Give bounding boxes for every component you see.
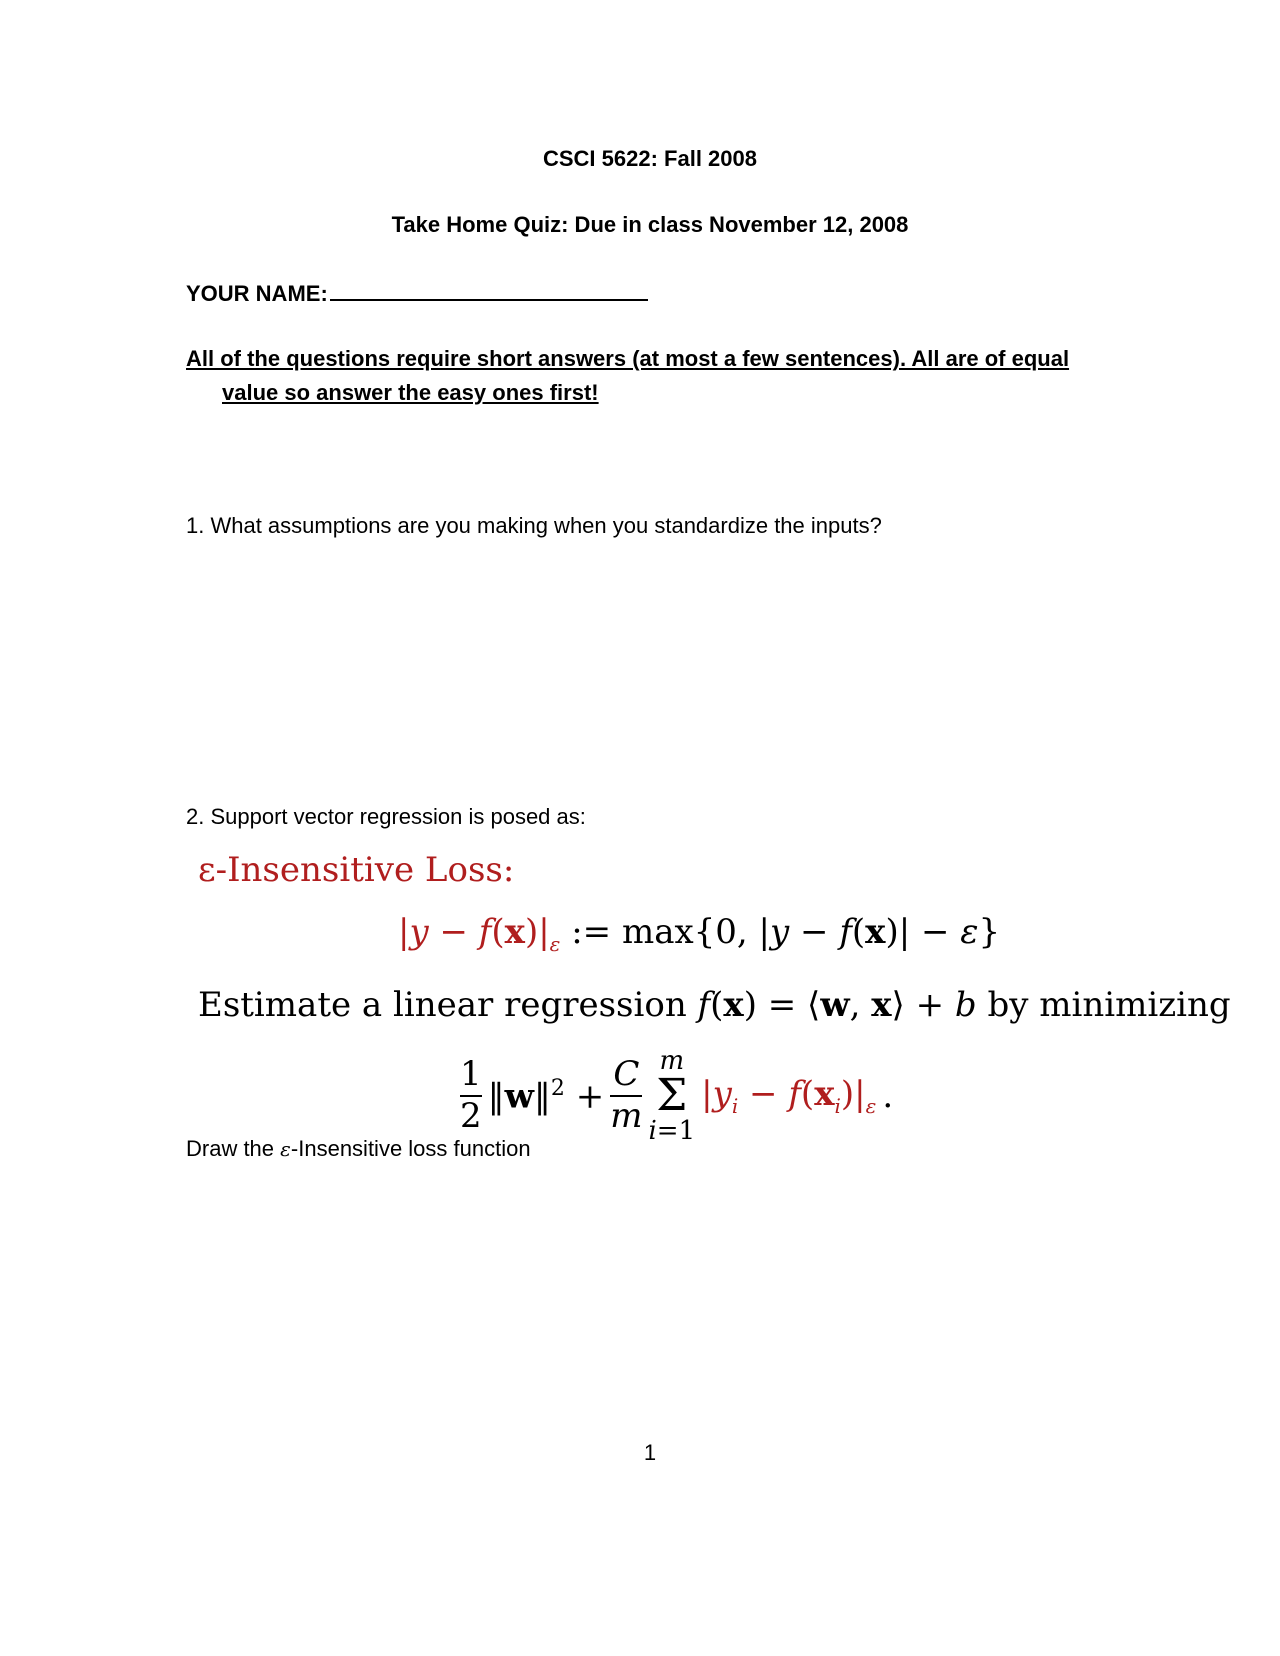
epsilon-symbol: ε: [280, 1137, 291, 1161]
estimate-tail: by minimizing: [987, 985, 1231, 1025]
course-title: CSCI 5622: Fall 2008: [542, 146, 757, 171]
question-2: 2. Support vector regression is posed as:: [186, 804, 586, 829]
name-blank-line: [330, 279, 648, 301]
name-field: [186, 279, 648, 307]
estimate-model: f(x) = ⟨w, x⟩ + b: [697, 985, 977, 1025]
quiz-title: Take Home Quiz: Due in class November 12, 2008: [391, 212, 909, 237]
instructions-line-2: value so answer the easy ones first!: [222, 380, 599, 405]
objective-function: $\frac{1}{2}$ ‖w‖$^2$ + $\frac{C}{m}$ m Σ i=1 $|y_i - f(x_i)|_\varepsilon$ .: [460, 1046, 894, 1146]
followup-post: -Insensitive loss function: [290, 1136, 531, 1161]
name-label: YOUR NAME:: [186, 281, 328, 306]
estimate-statement: [198, 985, 1231, 1025]
summation: m Σ i=1: [648, 1046, 696, 1146]
loss-definition-equation: $|y - f(x)|_\varepsilon$ := max{0, |y − f(x)| − ε}: [398, 912, 1001, 956]
followup-pre: Draw the: [186, 1136, 275, 1161]
slide-title: ε-Insensitive Loss:: [198, 850, 515, 890]
c-over-m-fraction: $\frac{C}{m}$: [610, 1054, 643, 1136]
half-fraction: $\frac{1}{2}$: [460, 1054, 482, 1136]
instructions-line-1: All of the questions require short answers (at most a few sentences). All are of equal: [186, 346, 1070, 371]
question-2-followup: [186, 1136, 531, 1162]
question-1: 1. What assumptions are you making when you standardize the inputs?: [186, 513, 882, 538]
estimate-text: Estimate a linear regression: [198, 985, 687, 1025]
page-number: 1: [643, 1440, 657, 1465]
